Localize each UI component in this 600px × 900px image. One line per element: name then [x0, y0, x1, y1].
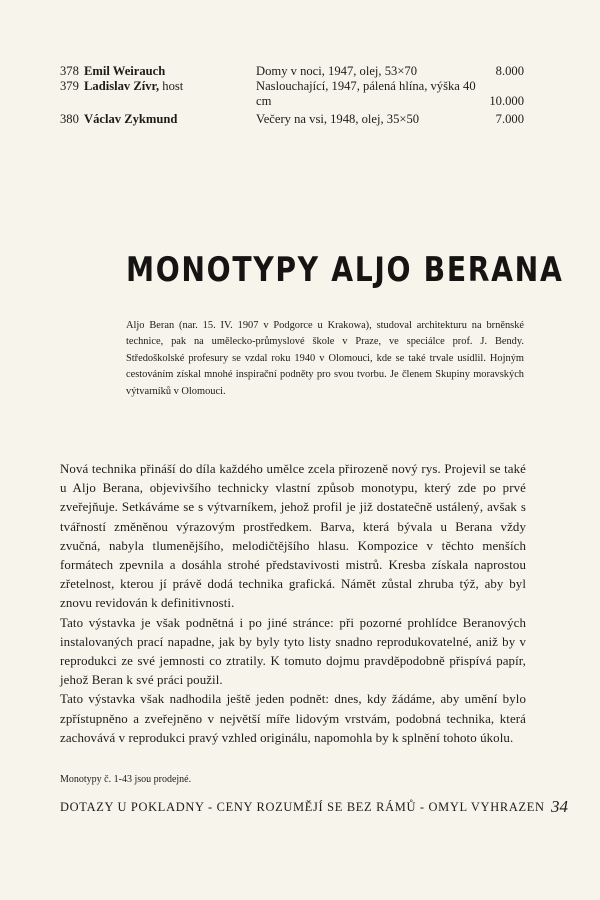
artist-name: Emil Weirauch	[84, 64, 166, 78]
main-text	[60, 460, 526, 748]
sale-note: Monotypy č. 1-43 jsou prodejné.	[60, 774, 192, 785]
entry-work: Naslouchající, 1947, pálená hlína, výška 40 cm	[256, 79, 476, 109]
entry-price: 8.000	[495, 63, 524, 78]
catalogue-entries	[60, 64, 530, 127]
entry-number: 380	[60, 111, 79, 126]
artist-name: Ladislav Zívr,	[84, 79, 160, 94]
catalogue-entry	[60, 79, 530, 109]
artist-suffix: host	[159, 79, 184, 94]
paragraph: Tato výstavka však nadhodila ještě jeden podnět: dnes, kdy žádáme, aby umění bylo zpřístupněno a zveřejněno v největší míře lidovým vrstvám, podobná technika, která zachovává v reprodukci pravý vzhled originálu, napomohla by k splnění tohoto úkolu.	[60, 692, 526, 745]
artist-name: Václav Zykmund	[84, 111, 178, 126]
section-title: MONOTYPY ALJO BERANA	[126, 250, 564, 290]
paragraph: Nová technika přináší do díla každého umělce zcela přirozeně nový rys. Projevil se také u Aljo Berana, objevivšího technicky vlastní způsob monotypu, který zde po prvé zveřejňuje. Setkáváme se s výtvarníkem, jehož profil je již dostatečně ustálený, avšak s tvářností změněnou výrazovým prostředkem. Barva, která bývala u Berana vždy zvučná, nabyla tlumenějšího, melodičtějšího hlasu. Kompozice v těchto menších formátech zpevnila a dosáhla strohé představivosti mistrů. Kresba získala naprostou zřetelnost, kterou jí právě dodá technika grafická. Námět zůstal zhruba týž, aby byl znovu revidován k definitivnosti.	[60, 462, 526, 611]
entry-artist	[84, 112, 254, 127]
artist-biography: Aljo Beran (nar. 15. IV. 1907 v Podgorce u Krakowa), studoval architekturu na brněnské technice, pak na umělecko-průmyslové škole v Praze, ve speciálce prof. J. Bendy. Středoškolské profesury se vzdal roku 1940 v Olomouci, kde se také trvale usídlil. Hojným cestováním získal mnohé inspirační podněty pro svou tvorbu. Je členem Skupiny moravských výtvarníků v Olomouci.	[126, 320, 524, 397]
entry-price: 10.000	[489, 94, 524, 109]
entry-price: 7.000	[495, 111, 524, 126]
entry-work: Domy v noci, 1947, olej, 53×70	[256, 64, 418, 78]
entry-number: 378	[60, 64, 79, 78]
catalogue-entry	[60, 112, 530, 127]
page-number: 34	[551, 797, 568, 816]
entry-artist	[84, 64, 254, 79]
paragraph: Tato výstavka je však podnětná i po jiné stránce: při pozorné prohlídce Beranových instalovaných prací napadne, jak by byly tyto listy snadno reprodukovatelné, aniž by v reprodukci ze své jemnosti co ztratily. K tomuto dojmu pravděpodobně přispívá papír, jehož Beran k své práci použil.	[60, 615, 526, 688]
footer-notice: DOTAZY U POKLADNY - CENY ROZUMĚJÍ SE BEZ RÁMŮ - OMYL VYHRAZEN	[60, 800, 545, 814]
entry-artist	[84, 79, 254, 94]
catalogue-entry	[60, 64, 530, 79]
entry-number: 379	[60, 79, 79, 94]
entry-work: Večery na vsi, 1948, olej, 35×50	[256, 111, 420, 126]
